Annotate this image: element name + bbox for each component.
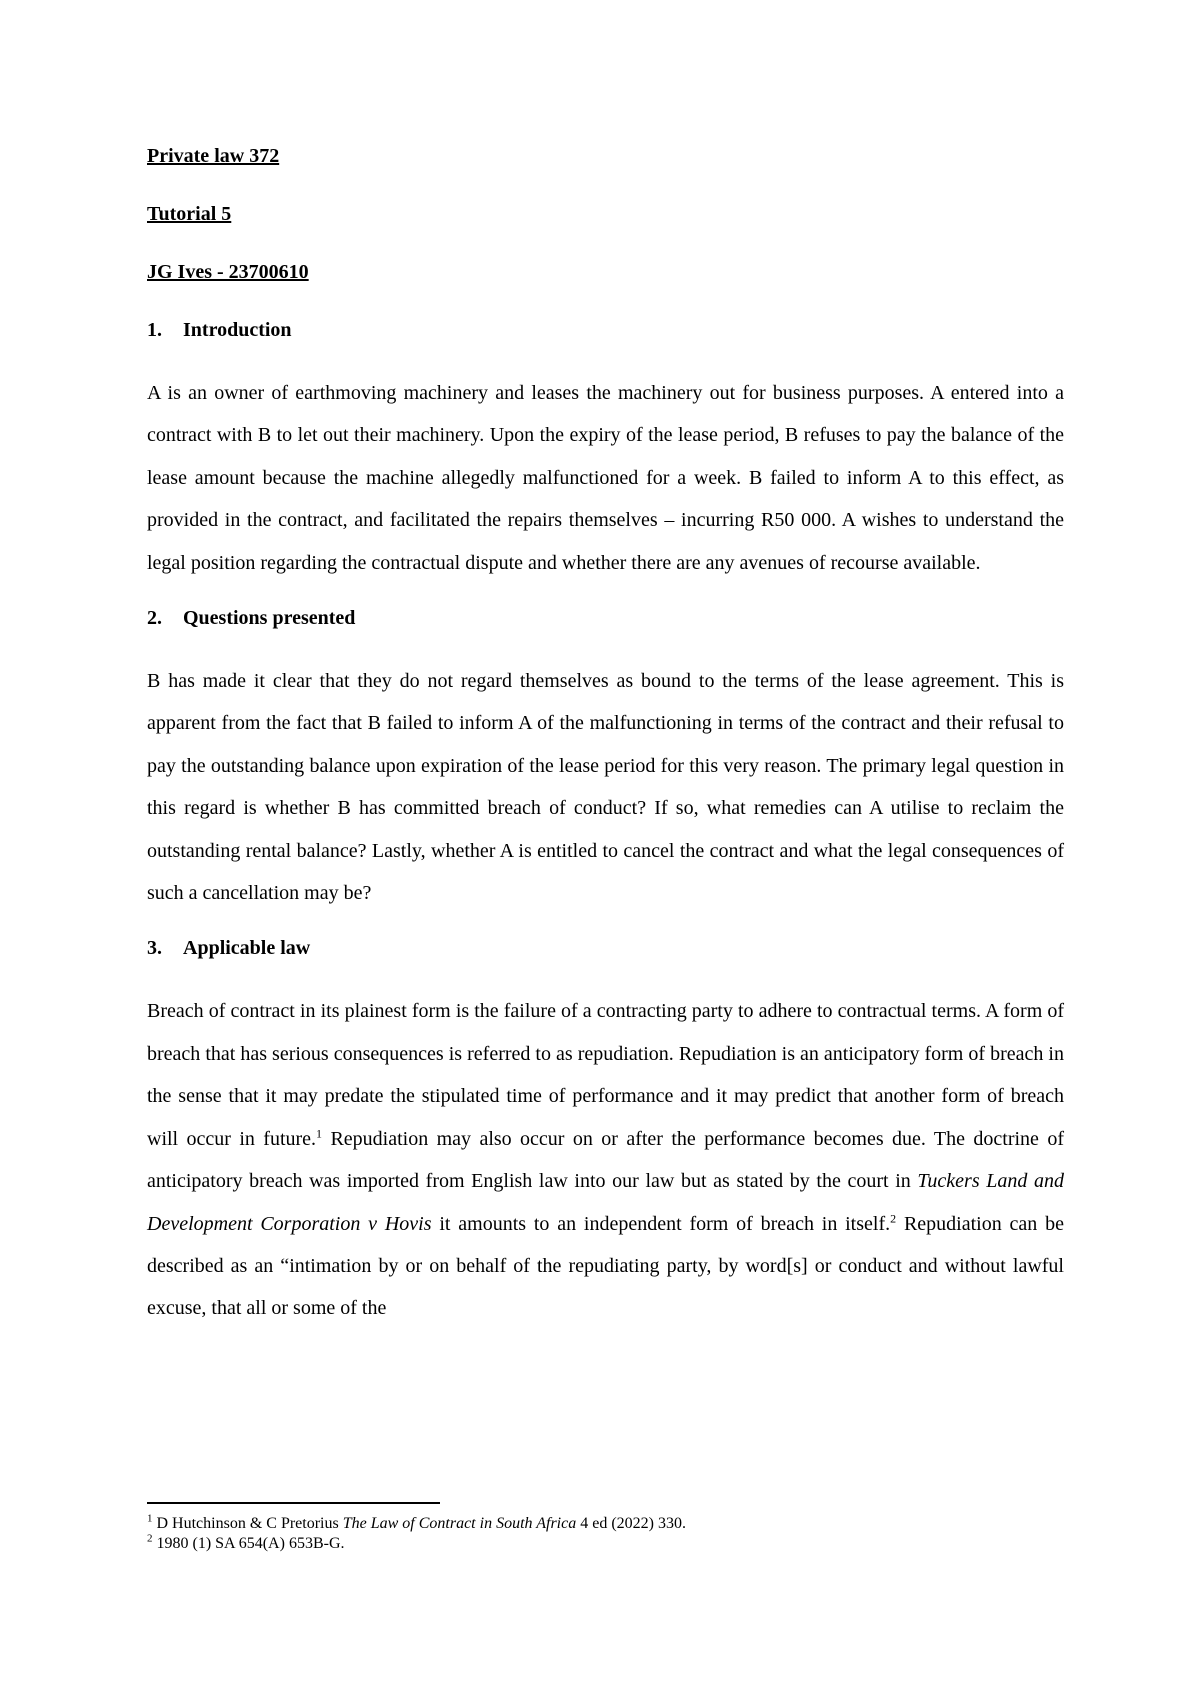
section-heading-questions	[147, 606, 1064, 630]
footnote-text: D Hutchinson & C Pretorius	[152, 1515, 343, 1532]
case-citation: Tuckers Land and Development Corporation v Hovis	[147, 1170, 1065, 1235]
book-title: The Law of Contract in South Africa	[342, 1515, 577, 1532]
footnotes	[147, 1502, 1064, 1554]
text-segment: Breach of contract in its plainest form is the failure of a contracting party to adhere to contractual terms. A form of breach that has serious consequences is referred to as repudiation. Repudiation is an anticipatory form of breach in the sense that it may predate the stipulated time of performance and it may predict that another form of breach will occur in future.	[147, 1000, 1064, 1150]
footnote-2	[147, 1534, 1064, 1554]
section-title: Introduction	[183, 319, 292, 341]
footnote-ref-2: 2	[890, 1210, 897, 1225]
footnote-1	[147, 1514, 1064, 1534]
tutorial-title: Tutorial 5	[147, 203, 232, 225]
footnote-ref-1: 1	[316, 1126, 323, 1141]
footnote-number: 2	[147, 1532, 153, 1545]
footnote-number: 1	[147, 1512, 153, 1525]
footnote-text: 4 ed (2022) 330.	[576, 1515, 686, 1532]
applicable-law-paragraph	[147, 990, 1064, 1329]
text-segment: it amounts to an independent form of breach in itself.	[431, 1212, 891, 1235]
footnote-separator	[147, 1502, 440, 1504]
questions-paragraph: B has made it clear that they do not regard themselves as bound to the terms of the lease agreement. This is apparent from the fact that B failed to inform A of the malfunctioning in terms of the contract and their refusal to pay the outstanding balance upon expiration of the lease period for this very reason. The primary legal question in this regard is whether B has committed breach of conduct? If so, what remedies can A utilise to reclaim the outstanding rental balance? Lastly, whether A is entitled to cancel the contract and what the legal consequences of such a cancellation may be?	[147, 670, 1064, 905]
introduction-paragraph: A is an owner of earthmoving machinery and leases the machinery out for business purposes. A entered into a contract with B to let out their machinery. Upon the expiry of the lease period, B refuses to pay the balance of the lease amount because the machine allegedly malfunctioned for a week. B failed to inform A to this effect, as provided in the contract, and facilitated the repairs themselves – incurring R50 000. A wishes to understand the legal position regarding the contractual dispute and whether there are any avenues of recourse available.	[147, 382, 1064, 574]
text-segment: Repudiation can be described as an “intimation by or on behalf of the repudiating party, by word[s] or conduct and without lawful excuse, that all or some of the	[147, 1212, 1064, 1320]
text-segment: Repudiation may also occur on or after the performance becomes due. The doctrine of anticipatory breach was imported from English law into our law but as stated by the court in	[147, 1127, 1064, 1193]
section-number: 1.	[147, 319, 162, 341]
section-heading-introduction	[147, 318, 1064, 342]
section-title: Questions presented	[183, 607, 356, 630]
section-number: 2.	[147, 607, 162, 630]
footnote-text: 1980 (1) SA 654(A) 653B-G.	[152, 1535, 345, 1552]
section-title: Applicable law	[183, 937, 311, 960]
student-info: JG Ives - 23700610	[147, 261, 309, 283]
document-body	[147, 144, 1064, 1330]
course-title: Private law 372	[147, 145, 280, 167]
section-number: 3.	[147, 937, 162, 960]
section-heading-applicable-law	[147, 936, 1064, 960]
